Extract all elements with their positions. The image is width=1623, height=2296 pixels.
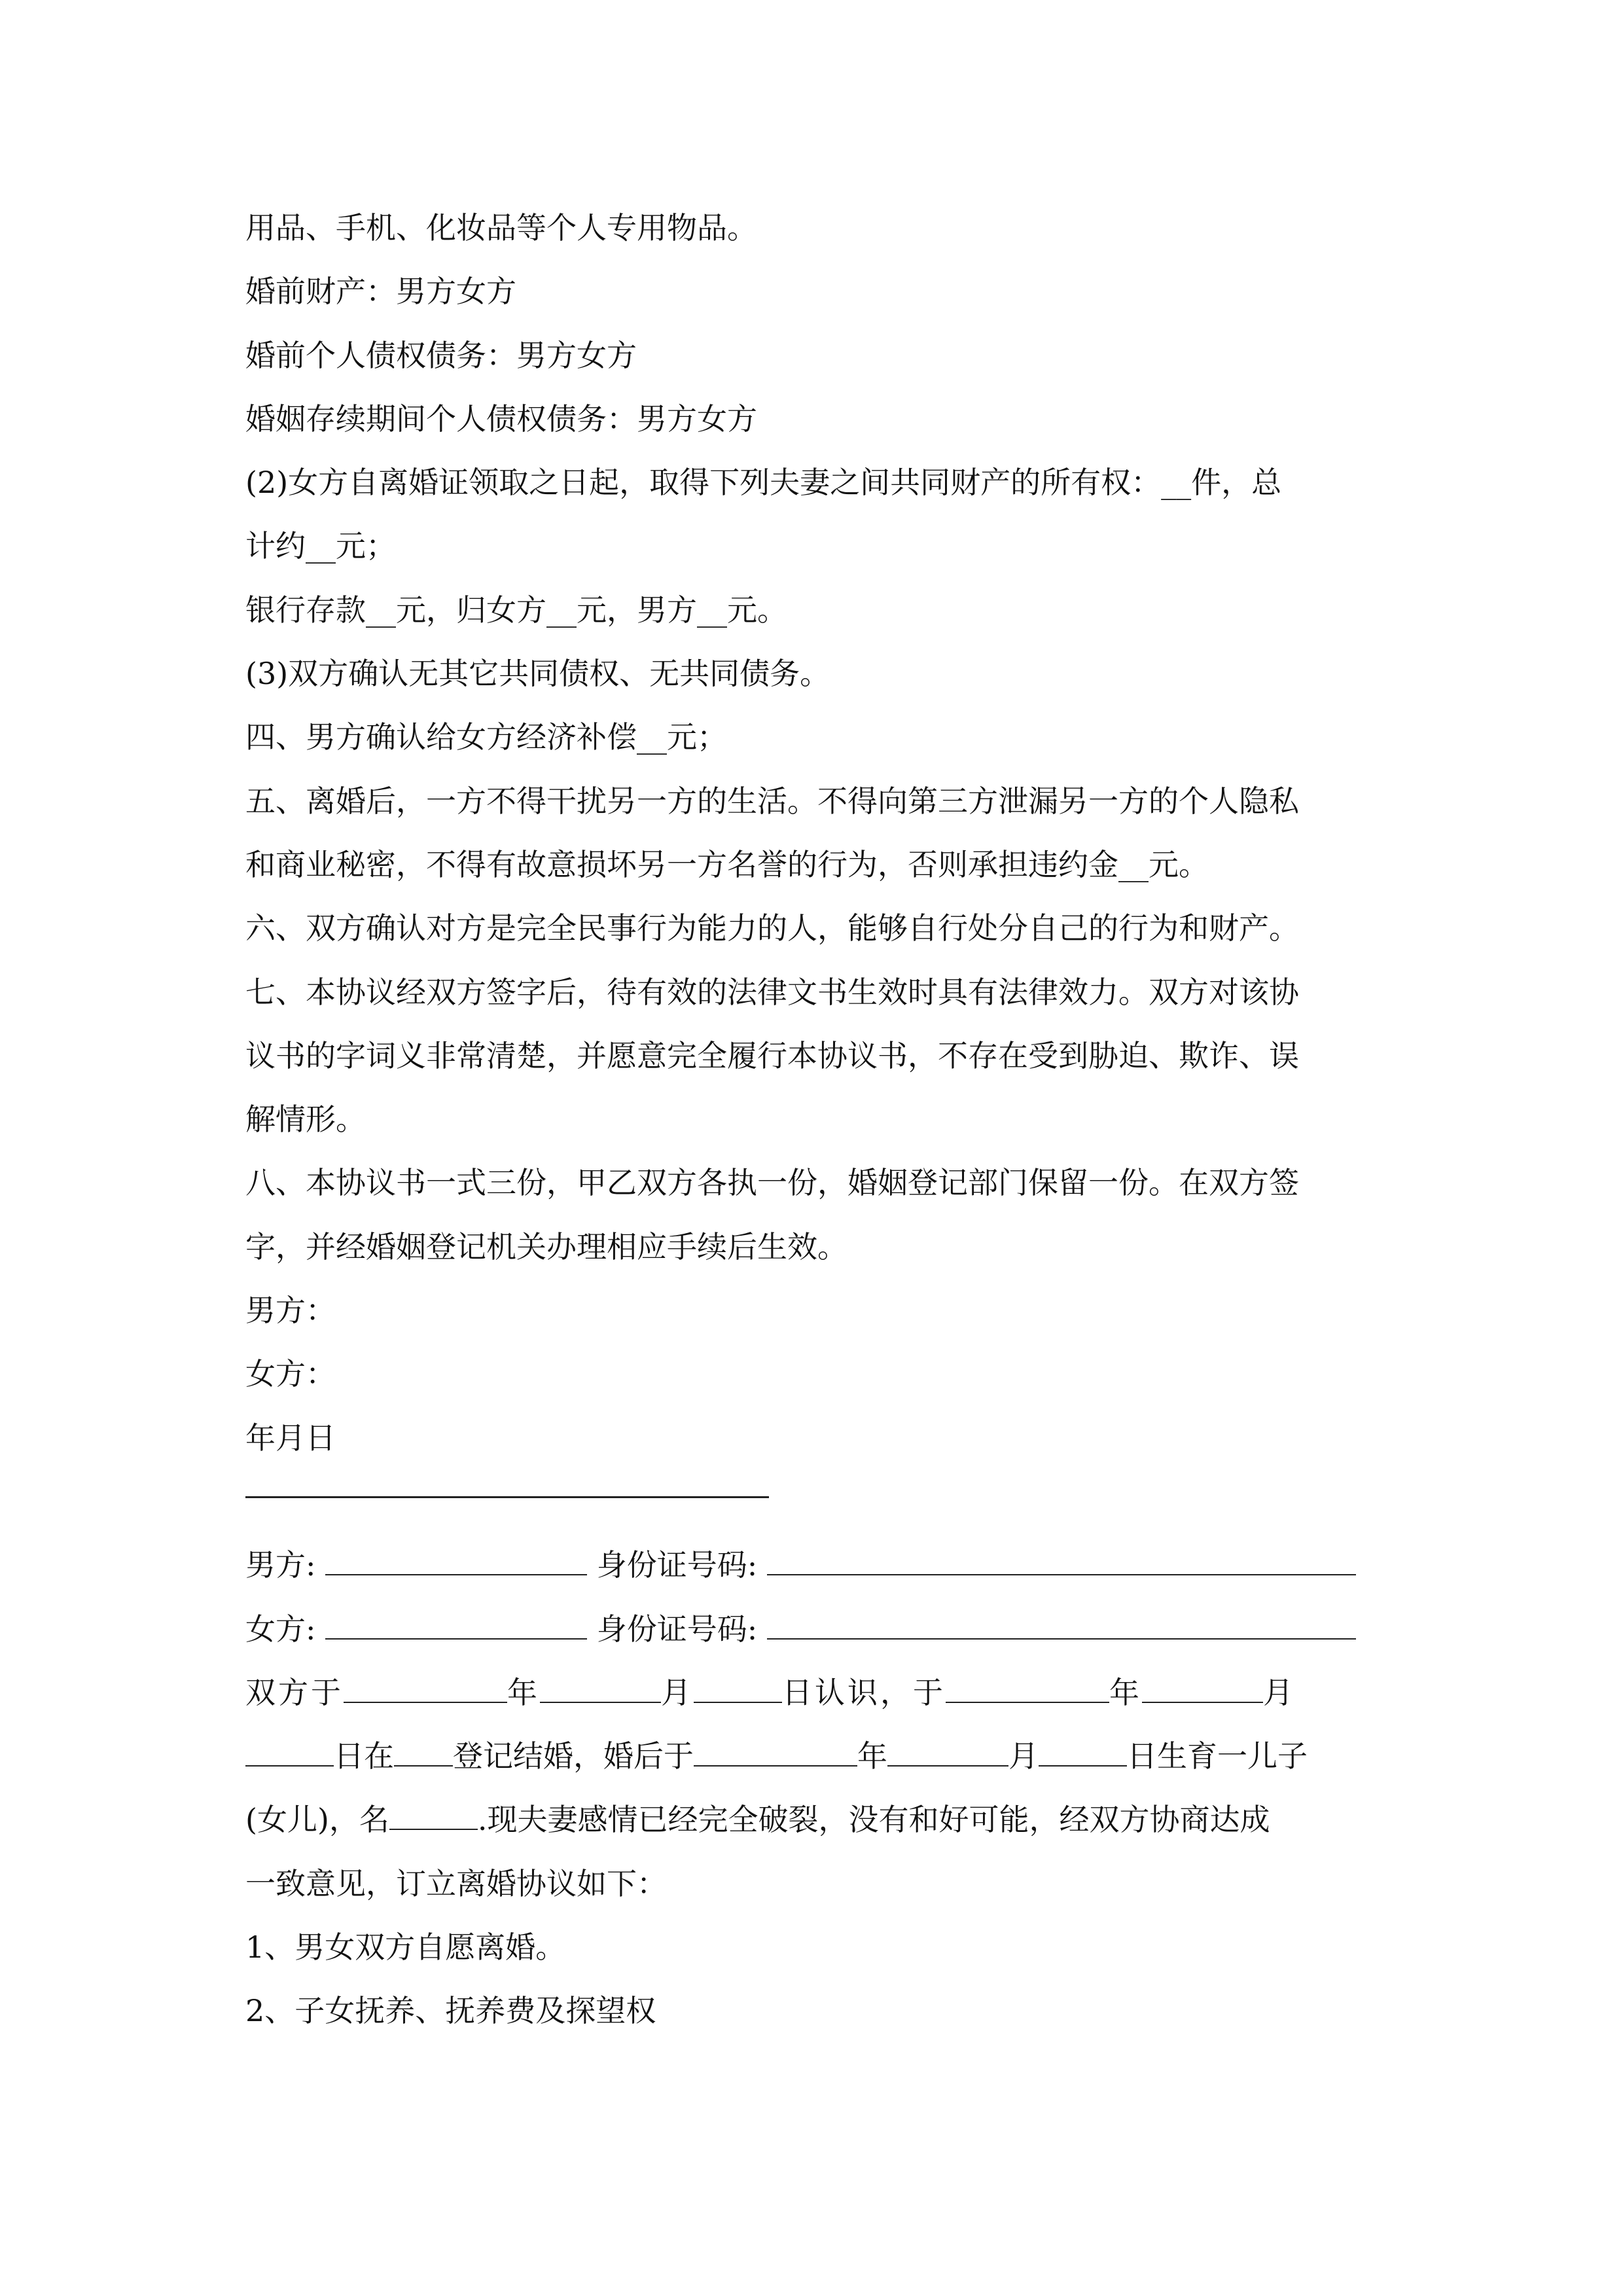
- form-child-row: [245, 1788, 1381, 1852]
- form-register-row: [245, 1725, 1381, 1788]
- place-blank: [394, 1739, 453, 1767]
- signature-male: 男方：: [245, 1293, 336, 1329]
- text-line: (2)女方自离婚证领取之日起，取得下列夫妻之间共同财产的所有权：__件，总: [245, 465, 1282, 501]
- text-line: 四、男方确认给女方经济补偿__元；: [245, 719, 727, 755]
- form-text: 日认识，于: [782, 1674, 946, 1710]
- year-blank: [946, 1676, 1109, 1703]
- form-male-row: [245, 1534, 1381, 1597]
- text-line: 计约__元；: [245, 528, 396, 564]
- female-name-blank: [325, 1612, 587, 1640]
- year-blank: [694, 1739, 857, 1767]
- form-text: 年: [1109, 1674, 1142, 1710]
- form-text: 月: [1263, 1674, 1296, 1710]
- text-line: 五、离婚后，一方不得干扰另一方的生活。不得向第三方泄漏另一方的个人隐私: [245, 783, 1299, 819]
- text-line: 八、本协议书一式三份，甲乙双方各执一份，婚姻登记部门保留一份。在双方签: [245, 1165, 1299, 1201]
- male-name-blank: [325, 1548, 587, 1575]
- text-line: 银行存款__元，归女方__元，男方__元。: [245, 592, 787, 628]
- form-text: .现夫妻感情已经完全破裂，没有和好可能，经双方协商达成: [477, 1802, 1270, 1838]
- text-line: 议书的字词义非常清楚，并愿意完全履行本协议书，不存在受到胁迫、欺诈、误: [245, 1037, 1299, 1073]
- form-text: 日生育一儿子: [1127, 1738, 1308, 1774]
- form-text: 月: [1008, 1738, 1039, 1774]
- form-text: 年: [857, 1738, 887, 1774]
- form-text: (女儿)，名: [245, 1802, 389, 1838]
- text-line: 婚前财产：男方女方: [245, 274, 516, 310]
- form-text: 登记结婚，婚后于: [453, 1738, 694, 1774]
- agreement-item-1: 1、男女双方自愿离婚。: [245, 1929, 566, 1965]
- male-label: 男方:: [245, 1547, 316, 1583]
- text-line: (3)双方确认无其它共同债权、无共同债务。: [245, 656, 830, 692]
- form-text: 双方于: [245, 1674, 344, 1710]
- form-text: 月: [661, 1674, 694, 1710]
- child-name-blank: [389, 1803, 478, 1830]
- form-text: 年: [507, 1674, 540, 1710]
- text-line: 用品、手机、化妆品等个人专用物品。: [245, 210, 757, 245]
- male-id-blank: [767, 1548, 1356, 1575]
- day-blank: [694, 1676, 782, 1703]
- text-line: 婚前个人债权债务：男方女方: [245, 337, 637, 373]
- month-blank: [1142, 1676, 1263, 1703]
- form-text: 日在: [334, 1738, 394, 1774]
- month-blank: [540, 1676, 661, 1703]
- female-label: 女方:: [245, 1611, 316, 1647]
- text-line: 六、双方确认对方是完全民事行为能力的人，能够自行处分自己的行为和财产。: [245, 910, 1299, 946]
- text-line: 婚姻存续期间个人债权债务：男方女方: [245, 401, 757, 437]
- year-blank: [344, 1676, 507, 1703]
- text-line: 七、本协议经双方签字后，待有效的法律文书生效时具有法律效力。双方对该协: [245, 974, 1299, 1010]
- female-id-blank: [767, 1612, 1356, 1640]
- signature-date: 年月日: [245, 1420, 336, 1456]
- day-blank: [245, 1739, 334, 1767]
- text-line: 解情形。: [245, 1102, 366, 1138]
- id-label: 身份证号码:: [596, 1611, 758, 1647]
- month-blank: [887, 1739, 1008, 1767]
- text-line: 和商业秘密，不得有故意损坏另一方名誉的行为，否则承担违约金__元。: [245, 846, 1209, 882]
- text-line: 一致意见，订立离婚协议如下：: [245, 1865, 667, 1901]
- text-line: 字，并经婚姻登记机关办理相应手续后生效。: [245, 1229, 847, 1265]
- form-meet-row: [245, 1661, 1381, 1725]
- form-female-row: [245, 1598, 1381, 1661]
- section-divider: [245, 1470, 1381, 1534]
- divider-rule: [245, 1496, 769, 1498]
- agreement-item-2: 2、子女抚养、抚养费及探望权: [245, 1993, 656, 2029]
- signature-female: 女方：: [245, 1356, 336, 1392]
- id-label: 身份证号码:: [596, 1547, 758, 1583]
- day-blank: [1039, 1739, 1127, 1767]
- document-body: [245, 196, 1381, 2043]
